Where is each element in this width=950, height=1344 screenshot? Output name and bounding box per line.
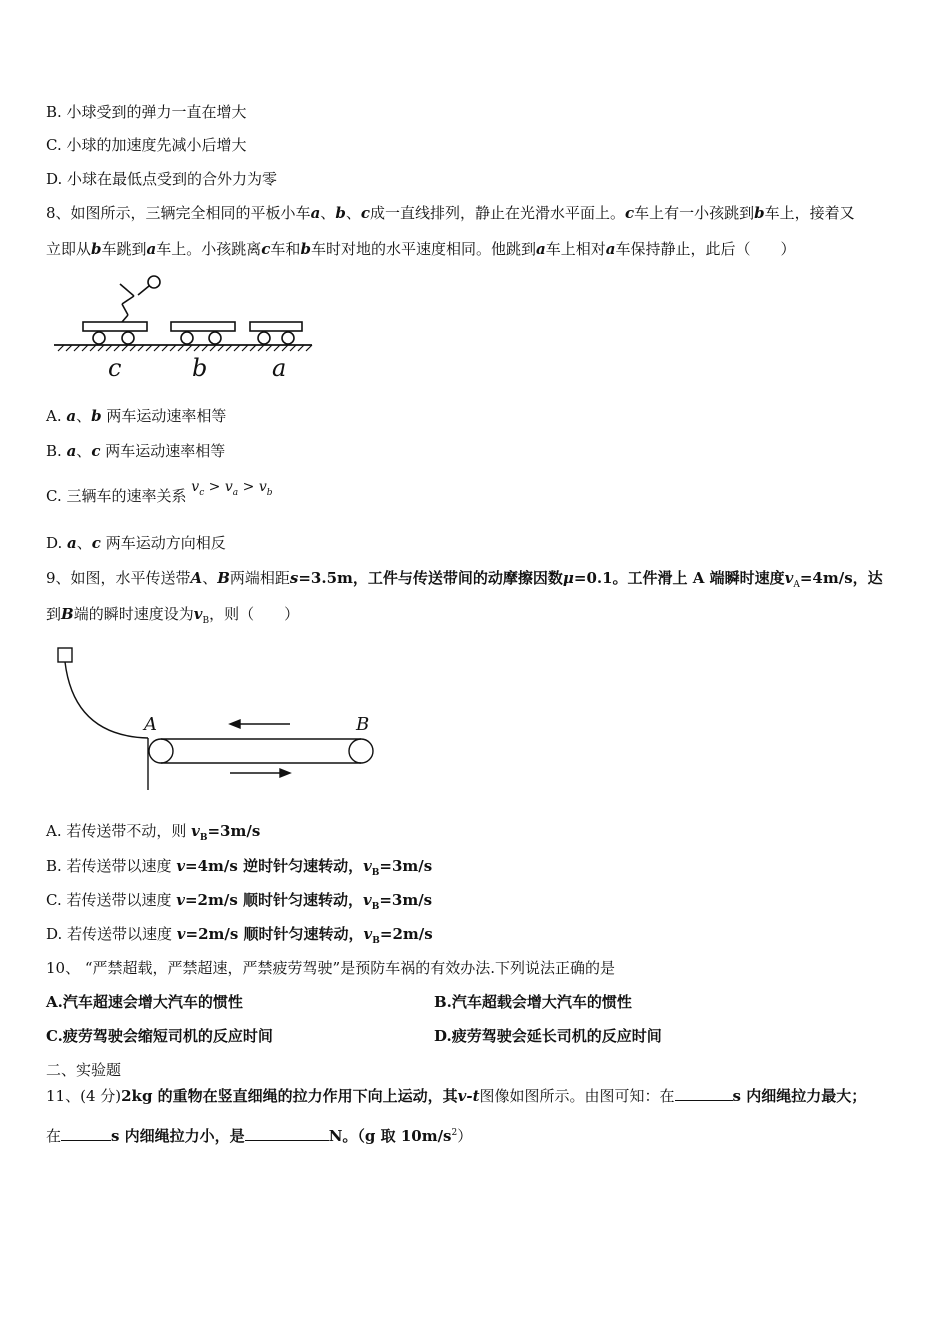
q7-option-c: C. 小球的加速度先减小后增大 xyxy=(46,136,247,154)
q9-option-a: A. 若传送带不动，则 $v_B=3m/s$ xyxy=(46,822,261,843)
q9-stem-line1: 9、如图，水平传送带A、B两端相距s=3.5m，工件与传送带间的动摩擦因数μ=0.1。工件滑上 A 端瞬时速度$v_A=4m/s$，达 xyxy=(46,569,883,590)
q8-option-b: B. a、c 两车运动速率相等 xyxy=(46,442,226,460)
answer-blank-2[interactable] xyxy=(61,1126,111,1141)
q10-option-b: B.汽车超载会增大汽车的惯性 xyxy=(434,993,632,1011)
q8-option-a: A. a、b 两车运动速率相等 xyxy=(46,407,227,425)
cart-a xyxy=(250,322,302,344)
section-heading: 二、实验题 xyxy=(46,1061,122,1079)
q8-stem-line2: 立即从b车跳到a车上。小孩跳离c车和b车时对地的水平速度相同。他跳到a车上相对a车保持静止，此后（ ） xyxy=(46,240,796,258)
q9-conveyor-figure xyxy=(50,640,380,795)
q9-option-d: D. 若传送带以速度 v=2m/s 顺时针匀速转动，$v_B=2m/s$ xyxy=(46,925,433,946)
answer-blank-3[interactable] xyxy=(245,1126,329,1141)
curved-ramp xyxy=(65,662,148,738)
label-c: c xyxy=(108,354,122,382)
q10-option-a: A.汽车超速会增大汽车的惯性 xyxy=(46,993,243,1011)
workpiece-block xyxy=(58,648,72,662)
q9-stem-line2: 到B端的瞬时速度设为$v_B$，则（ ） xyxy=(46,605,300,626)
label-b: B xyxy=(356,714,370,735)
q8-carts-figure xyxy=(50,270,320,385)
q11-stem-line2: 在 s 内细绳拉力小，是 N。（g 取 $10m/s^2$） xyxy=(46,1127,473,1145)
q8-option-d: D. a、c 两车运动方向相反 xyxy=(46,534,226,552)
q7-option-d: D. 小球在最低点受到的合外力为零 xyxy=(46,170,278,188)
cart-b xyxy=(171,322,235,344)
q10-option-d: D.疲劳驾驶会延长司机的反应时间 xyxy=(434,1027,662,1045)
q11-stem-line1: 11、(4 分)2kg 的重物在竖直细绳的拉力作用下向上运动，其v-t图像如图所示。由图可知：在 s 内细绳拉力最大； xyxy=(46,1087,867,1105)
pulley-a xyxy=(149,739,173,763)
arrow-left-icon xyxy=(230,720,290,728)
q9-option-c: C. 若传送带以速度 v=2m/s 顺时针匀速转动，$v_B=3m/s$ xyxy=(46,891,433,912)
q8-option-c: C. 三辆车的速率关系 $v_c > v_a > v_b$ xyxy=(46,479,273,505)
q10-stem: 10、 “严禁超载，严禁超速，严禁疲劳驾驶”是预防车祸的有效办法.下列说法正确的是 xyxy=(46,959,615,977)
child-figure xyxy=(120,276,160,322)
ground-hatching xyxy=(54,345,312,351)
q10-option-c: C.疲劳驾驶会缩短司机的反应时间 xyxy=(46,1027,273,1045)
arrow-right-icon xyxy=(230,769,290,777)
speed-relation-formula: $v_c > v_a > v_b$ xyxy=(191,479,273,498)
answer-blank-1[interactable] xyxy=(675,1086,733,1101)
label-a: A xyxy=(144,714,157,735)
label-b: b xyxy=(192,354,208,382)
q8-stem-line1: 8、如图所示，三辆完全相同的平板小车a、b、c成一直线排列，静止在光滑水平面上。c车上有一小孩跳到b车上，接着又 xyxy=(46,204,855,222)
cart-c xyxy=(83,322,147,344)
pulley-b xyxy=(349,739,373,763)
q7-option-b: B. 小球受到的弹力一直在增大 xyxy=(46,103,247,121)
q9-option-b: B. 若传送带以速度 v=4m/s 逆时针匀速转动，$v_B=3m/s$ xyxy=(46,857,433,878)
label-a: a xyxy=(272,354,287,382)
